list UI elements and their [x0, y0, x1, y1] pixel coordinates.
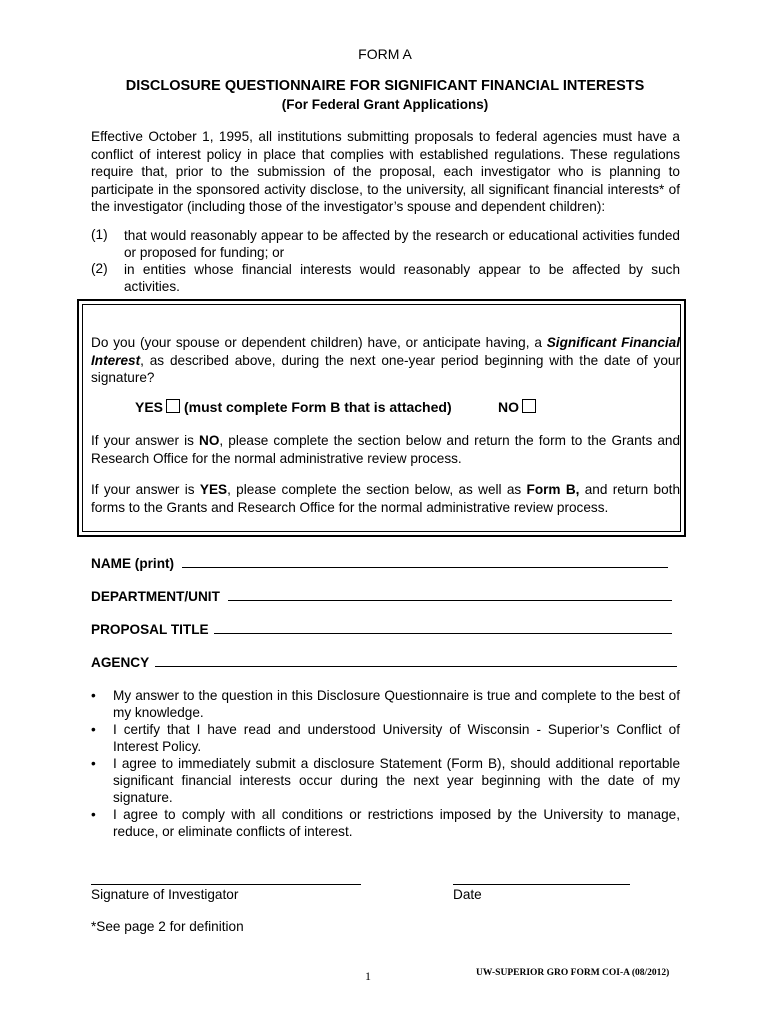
yes-note: (must complete Form B that is attached)	[184, 399, 452, 415]
list-item	[91, 755, 680, 806]
page-title: DISCLOSURE QUESTIONNAIRE FOR SIGNIFICANT FINANCIAL INTERESTS	[125, 78, 645, 94]
agency-field	[91, 655, 680, 670]
department-field-label: DEPARTMENT/UNIT	[91, 589, 220, 604]
answer-no-post: , please complete the section below and return the form to the Grants and Research Office for the normal administrative review process.	[91, 433, 681, 466]
question-text-post: , as described above, during the next one-year period beginning with the date of your signature?	[91, 352, 680, 385]
bullet-icon: •	[91, 807, 96, 822]
department-input-line[interactable]	[228, 589, 672, 601]
intro-paragraph: Effective October 1, 1995, all institutions submitting proposals to federal agencies must have a conflict of interest policy in place that complies with established regulations. These regulations require that, prior to the submission of the proposal, each investigator who is planning to participate in the sponsored activity disclose, to the university, all significant financial interests* of the investigator (including those of the investigator’s spouse and dependent children):	[91, 129, 680, 214]
department-field	[91, 589, 680, 604]
list-item	[91, 261, 680, 295]
name-field-label: NAME (print)	[91, 556, 175, 571]
no-label: NO	[498, 399, 519, 415]
name-field	[91, 556, 680, 571]
yes-option	[135, 399, 452, 415]
agency-input-line[interactable]	[155, 655, 677, 667]
list-item-number: (2)	[91, 261, 108, 276]
answer-no-bold: NO	[199, 433, 220, 448]
page-number: 1	[365, 969, 371, 983]
list-item-text: in entities whose financial interests would reasonably appear to be affected by such activities.	[124, 262, 680, 294]
list-item	[91, 687, 680, 721]
list-item	[91, 227, 680, 261]
signature-label: Signature of Investigator	[91, 887, 239, 902]
no-checkbox[interactable]	[522, 399, 536, 413]
list-item	[91, 806, 680, 840]
question-emphasis: Significant Financial Interest	[91, 335, 680, 368]
answer-yes-bold2: Form B,	[526, 482, 580, 497]
date-label: Date	[453, 887, 482, 902]
signature-line[interactable]	[91, 884, 361, 885]
answer-yes-pre: If your answer is	[91, 482, 200, 497]
date-line[interactable]	[453, 884, 630, 885]
question-text-pre: Do you (your spouse or dependent children) have, or anticipate having, a	[91, 335, 547, 350]
answer-yes-mid: , please complete the section below, as well as	[227, 482, 527, 497]
list-item-number: (1)	[91, 227, 108, 242]
bullet-icon: •	[91, 756, 96, 771]
form-label: FORM A	[358, 46, 412, 62]
yes-checkbox[interactable]	[166, 399, 180, 413]
yes-label: YES	[135, 399, 164, 415]
agency-field-label: AGENCY	[91, 655, 149, 670]
page-subtitle: (For Federal Grant Applications)	[281, 97, 489, 112]
list-item-text: that would reasonably appear to be affected by the research or educational activities funded or proposed for funding; or	[124, 228, 680, 260]
answer-yes-bold: YES	[199, 482, 228, 497]
answer-no-pre: If your answer is	[91, 433, 199, 448]
list-item	[91, 721, 680, 755]
proposal-title-input-line[interactable]	[214, 622, 672, 634]
proposal-title-field-label: PROPOSAL TITLE	[91, 622, 209, 637]
proposal-title-field	[91, 622, 680, 637]
answer-no-instructions	[91, 432, 680, 467]
certification-text: My answer to the question in this Disclosure Questionnaire is true and complete to the best of my knowledge.	[113, 688, 680, 720]
certification-text: I certify that I have read and understood University of Wisconsin - Superior’s Conflict of Interest Policy.	[113, 722, 680, 754]
certification-text: I agree to comply with all conditions or restrictions imposed by the University to manage, reduce, or eliminate conflicts of interest.	[113, 807, 680, 839]
bullet-icon: •	[91, 722, 96, 737]
certification-text: I agree to immediately submit a disclosure Statement (Form B), should additional reportable significant financial interests occur during the next year beginning with the date of my signature.	[113, 756, 680, 805]
name-input-line[interactable]	[182, 556, 668, 568]
form-code: UW-SUPERIOR GRO FORM COI-A (08/2012)	[476, 968, 670, 978]
disclosure-question	[91, 334, 680, 387]
footnote: *See page 2 for definition	[91, 919, 244, 934]
bullet-icon: •	[91, 688, 96, 703]
answer-yes-instructions	[91, 481, 680, 516]
certification-list	[91, 687, 680, 840]
no-option	[498, 399, 540, 415]
answer-yes-post: and return both forms to the Grants and Research Office for the normal administrative review process.	[91, 482, 681, 515]
